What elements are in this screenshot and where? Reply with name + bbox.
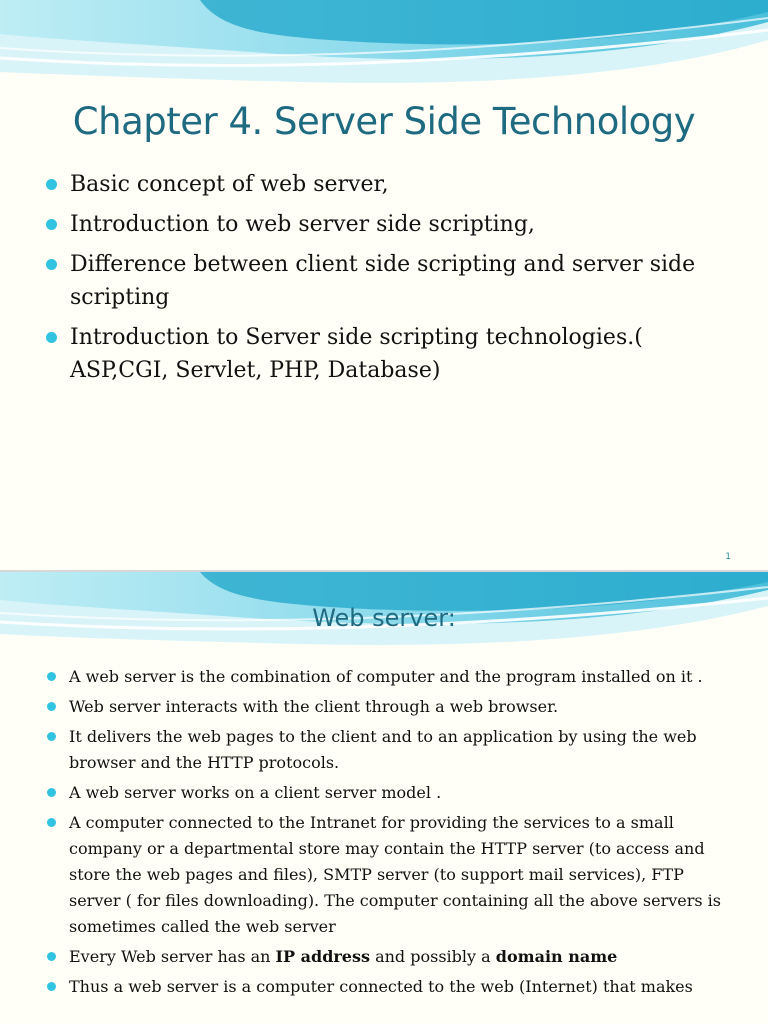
list-item: Introduction to web server side scripting, [46, 208, 746, 241]
slide-title: Chapter 4. Server Side Technology [72, 100, 696, 143]
list-item: It delivers the web pages to the client and to an application by using the web browser and the HTTP protocols. [46, 724, 736, 776]
list-item: A web server is the combination of computer and the program installed on it . [46, 664, 736, 690]
list-item: Difference between client side scripting and server side scripting [46, 248, 746, 314]
slide-title: Web server: [312, 604, 456, 632]
bullet-dot-icon [47, 818, 56, 827]
list-item: Web server interacts with the client through a web browser. [46, 694, 736, 720]
bullet-list [46, 168, 746, 394]
header-wave-decoration [0, 0, 768, 90]
bullet-dot-icon [47, 702, 56, 711]
bullet-dot-icon [47, 788, 56, 797]
bullet-dot-icon [46, 219, 57, 230]
bullet-list [46, 664, 736, 1004]
list-item: Every Web server has an IP address and possibly a domain name [46, 944, 736, 970]
list-item: Basic concept of web server, [46, 168, 746, 201]
list-item: A computer connected to the Intranet for providing the services to a small company or a departmental store may contain the HTTP server (to access and store the web pages and files), SMTP server (to support mail services), FTP server ( for files downloading). The computer containing all the above servers is sometimes called the web server [46, 810, 736, 940]
list-item: Introduction to Server side scripting technologies.( ASP,CGI, Servlet, PHP, Database) [46, 321, 746, 387]
bullet-dot-icon [46, 259, 57, 270]
bullet-dot-icon [47, 732, 56, 741]
bullet-dot-icon [47, 952, 56, 961]
bullet-dot-icon [47, 672, 56, 681]
slide-2 [0, 572, 768, 1024]
list-item: A web server works on a client server model . [46, 780, 736, 806]
domain-name-term: domain name [495, 947, 618, 966]
bullet-dot-icon [46, 332, 57, 343]
list-item: Thus a web server is a computer connected to the web (Internet) that makes [46, 974, 736, 1000]
ip-address-term: IP address [275, 947, 370, 966]
page-number: 1 [725, 552, 731, 562]
bullet-dot-icon [46, 179, 57, 190]
bullet-dot-icon [47, 982, 56, 991]
